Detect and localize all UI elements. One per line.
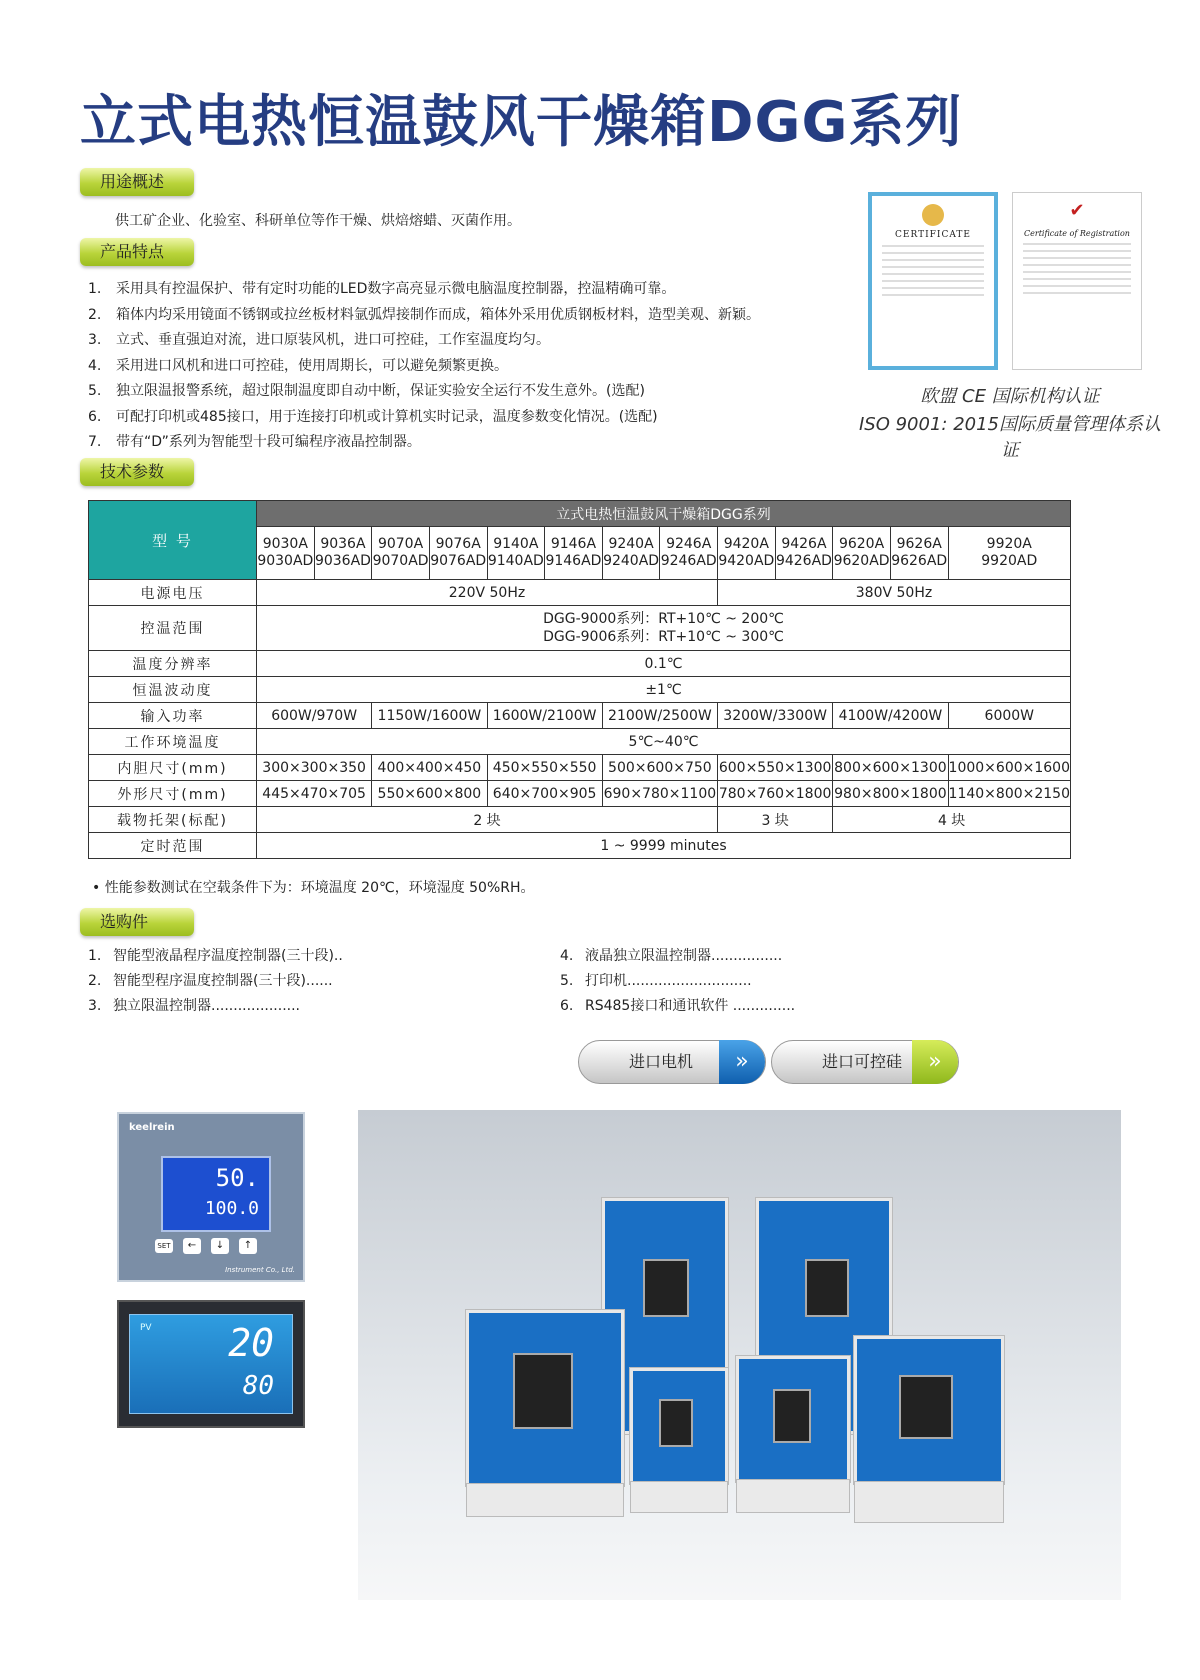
list-item: 4. 液晶独立限温控制器................ [560,948,783,964]
pv-label: PV [140,1323,152,1333]
list-item: 6. 可配打印机或485接口，用于连接打印机或计算机实时记录，温度参数变化情况。(选配) [88,408,658,425]
chevron-down-icon: » [719,1040,765,1084]
list-item: 5. 独立限温报警系统，超过限制温度即自动中断，保证实验安全运行不发生意外。(选配) [88,383,645,399]
pv-display: 20 [228,1321,274,1365]
model-label: 型 号 [89,501,257,580]
option-list-right [560,944,795,1019]
lcd-screen [161,1156,271,1232]
product-photo [358,1110,1121,1600]
iso-certificate-image [1012,192,1142,370]
list-item: 2. 箱体内均采用镜面不锈钢或拉丝板材料氩弧焊接制作而成，箱体外采用优质钢板材料，造型美观、新颖。 [88,306,760,323]
ce-certificate-image [868,192,998,370]
cert2-heading: Certificate of Registration [1024,229,1130,238]
controller-footer: Instrument Co., Ltd. [225,1266,295,1274]
list-item: 1. 采用具有控温保护、带有定时功能的LED数字高亮显示微电脑温度控制器，控温精确可靠。 [88,281,676,297]
table-row: 定时范围 1 ~ 9999 minutes [89,833,1071,859]
list-item: 1. 智能型液晶程序温度控制器(三十段).. [88,948,343,964]
table-row: 工作环境温度 5℃~40℃ [89,729,1071,755]
section-label-options: 选购件 [80,908,194,936]
page-title: 立式电热恒温鼓风干燥箱DGG系列 [80,90,963,155]
pv-display: 50. [215,1164,259,1192]
lcd-screen [129,1314,293,1414]
list-item: 3. 立式、垂直强迫对流，进口原装风机，进口可控硅，工作室温度均匀。 [88,332,550,348]
digital-controller-image [117,1300,305,1428]
oven-image [736,1356,850,1482]
list-item: 5. 打印机............................ [560,973,752,989]
oven-image [466,1310,624,1486]
option-list-left [88,944,343,1019]
oven-image [630,1368,728,1484]
list-item: 2. 智能型程序温度控制器(三十段)...... [88,973,333,989]
usage-text: 供工矿企业、化验室、科研单位等作干燥、烘焙熔蜡、灭菌作用。 [115,213,521,229]
sv-display: 80 [242,1371,274,1401]
table-row: 控温范围 DGG-9000系列：RT+10℃ ~ 200℃ DGG-9006系列：RT+10℃ ~ 300℃ [89,606,1071,651]
table-row: 9030A 9030AD 9036A 9036AD 9070A 9070AD 9076A 9076AD 9140A 9140AD 9146A 9146AD 9240A 9240AD 9246A 9246AD 9420A 9420AD 9426A 9426AD 9620A 9620AD 9626A 9626AD 9920A 9920AD [89,527,1071,580]
cert1-heading: CERTIFICATE [895,230,971,240]
table-row: 温度分辨率 0.1℃ [89,651,1071,677]
table-row: 恒温波动度 ±1℃ [89,677,1071,703]
table-row: 载物托架(标配) 2 块 3 块 4 块 [89,807,1071,833]
seal-icon [922,204,944,226]
imported-fan-button[interactable] [578,1040,766,1084]
chevron-down-icon: » [912,1040,958,1084]
set-key: SET [155,1239,173,1253]
cert-caption-ce: 欧盟 CE 国际机构认证 [920,386,1100,407]
oven-image [854,1336,1004,1484]
checkmark-icon: ✔ [1069,200,1085,221]
sv-display: 100.0 [204,1198,259,1219]
list-item: 3. 独立限温控制器.................... [88,998,301,1014]
lcd-controller-image [117,1112,305,1282]
section-label-features: 产品特点 [80,238,194,266]
list-item: 7. 带有“D”系列为智能型十段可编程序液晶控制器。 [88,434,421,450]
list-item: 6. RS485接口和通讯软件 .............. [560,998,796,1014]
button-label: 进口电机 [629,1052,694,1071]
up-arrow-icon: ↑ [239,1238,257,1254]
feature-list [88,277,760,456]
table-row: 电源电压 220V 50Hz 380V 50Hz [89,580,1071,606]
button-label: 进口可控硅 [822,1052,903,1071]
spec-table [88,500,1071,859]
brand-logo: keelrein [129,1122,175,1133]
table-row: 输入功率 600W/970W 1150W/1600W 1600W/2100W 2100W/2500W 3200W/3300W 4100W/4200W 6000W [89,703,1071,729]
down-arrow-icon: ↓ [211,1238,229,1254]
section-label-tech: 技术参数 [80,458,194,486]
left-arrow-icon: ← [183,1238,201,1254]
section-label-usage: 用途概述 [80,168,194,196]
test-condition-note: • 性能参数测试在空载条件下为：环境温度 20℃，环境湿度 50%RH。 [92,880,535,896]
cert-caption-iso: ISO 9001: 2015国际质量管理体系认证 [858,414,1162,461]
imported-scr-button[interactable] [771,1040,959,1084]
table-header: 立式电热恒温鼓风干燥箱DGG系列 [257,501,1071,527]
table-row: 外形尺寸(mm) 445×470×705 550×600×800 640×700×905 690×780×1100 780×760×1800 980×800×1800 1140×800×2150 [89,781,1071,807]
list-item: 4. 采用进口风机和进口可控硅，使用周期长，可以避免频繁更换。 [88,357,508,374]
table-row: 内胆尺寸(mm) 300×300×350 400×400×450 450×550×550 500×600×750 600×550×1300 800×600×1300 1000×600×1600 [89,755,1071,781]
